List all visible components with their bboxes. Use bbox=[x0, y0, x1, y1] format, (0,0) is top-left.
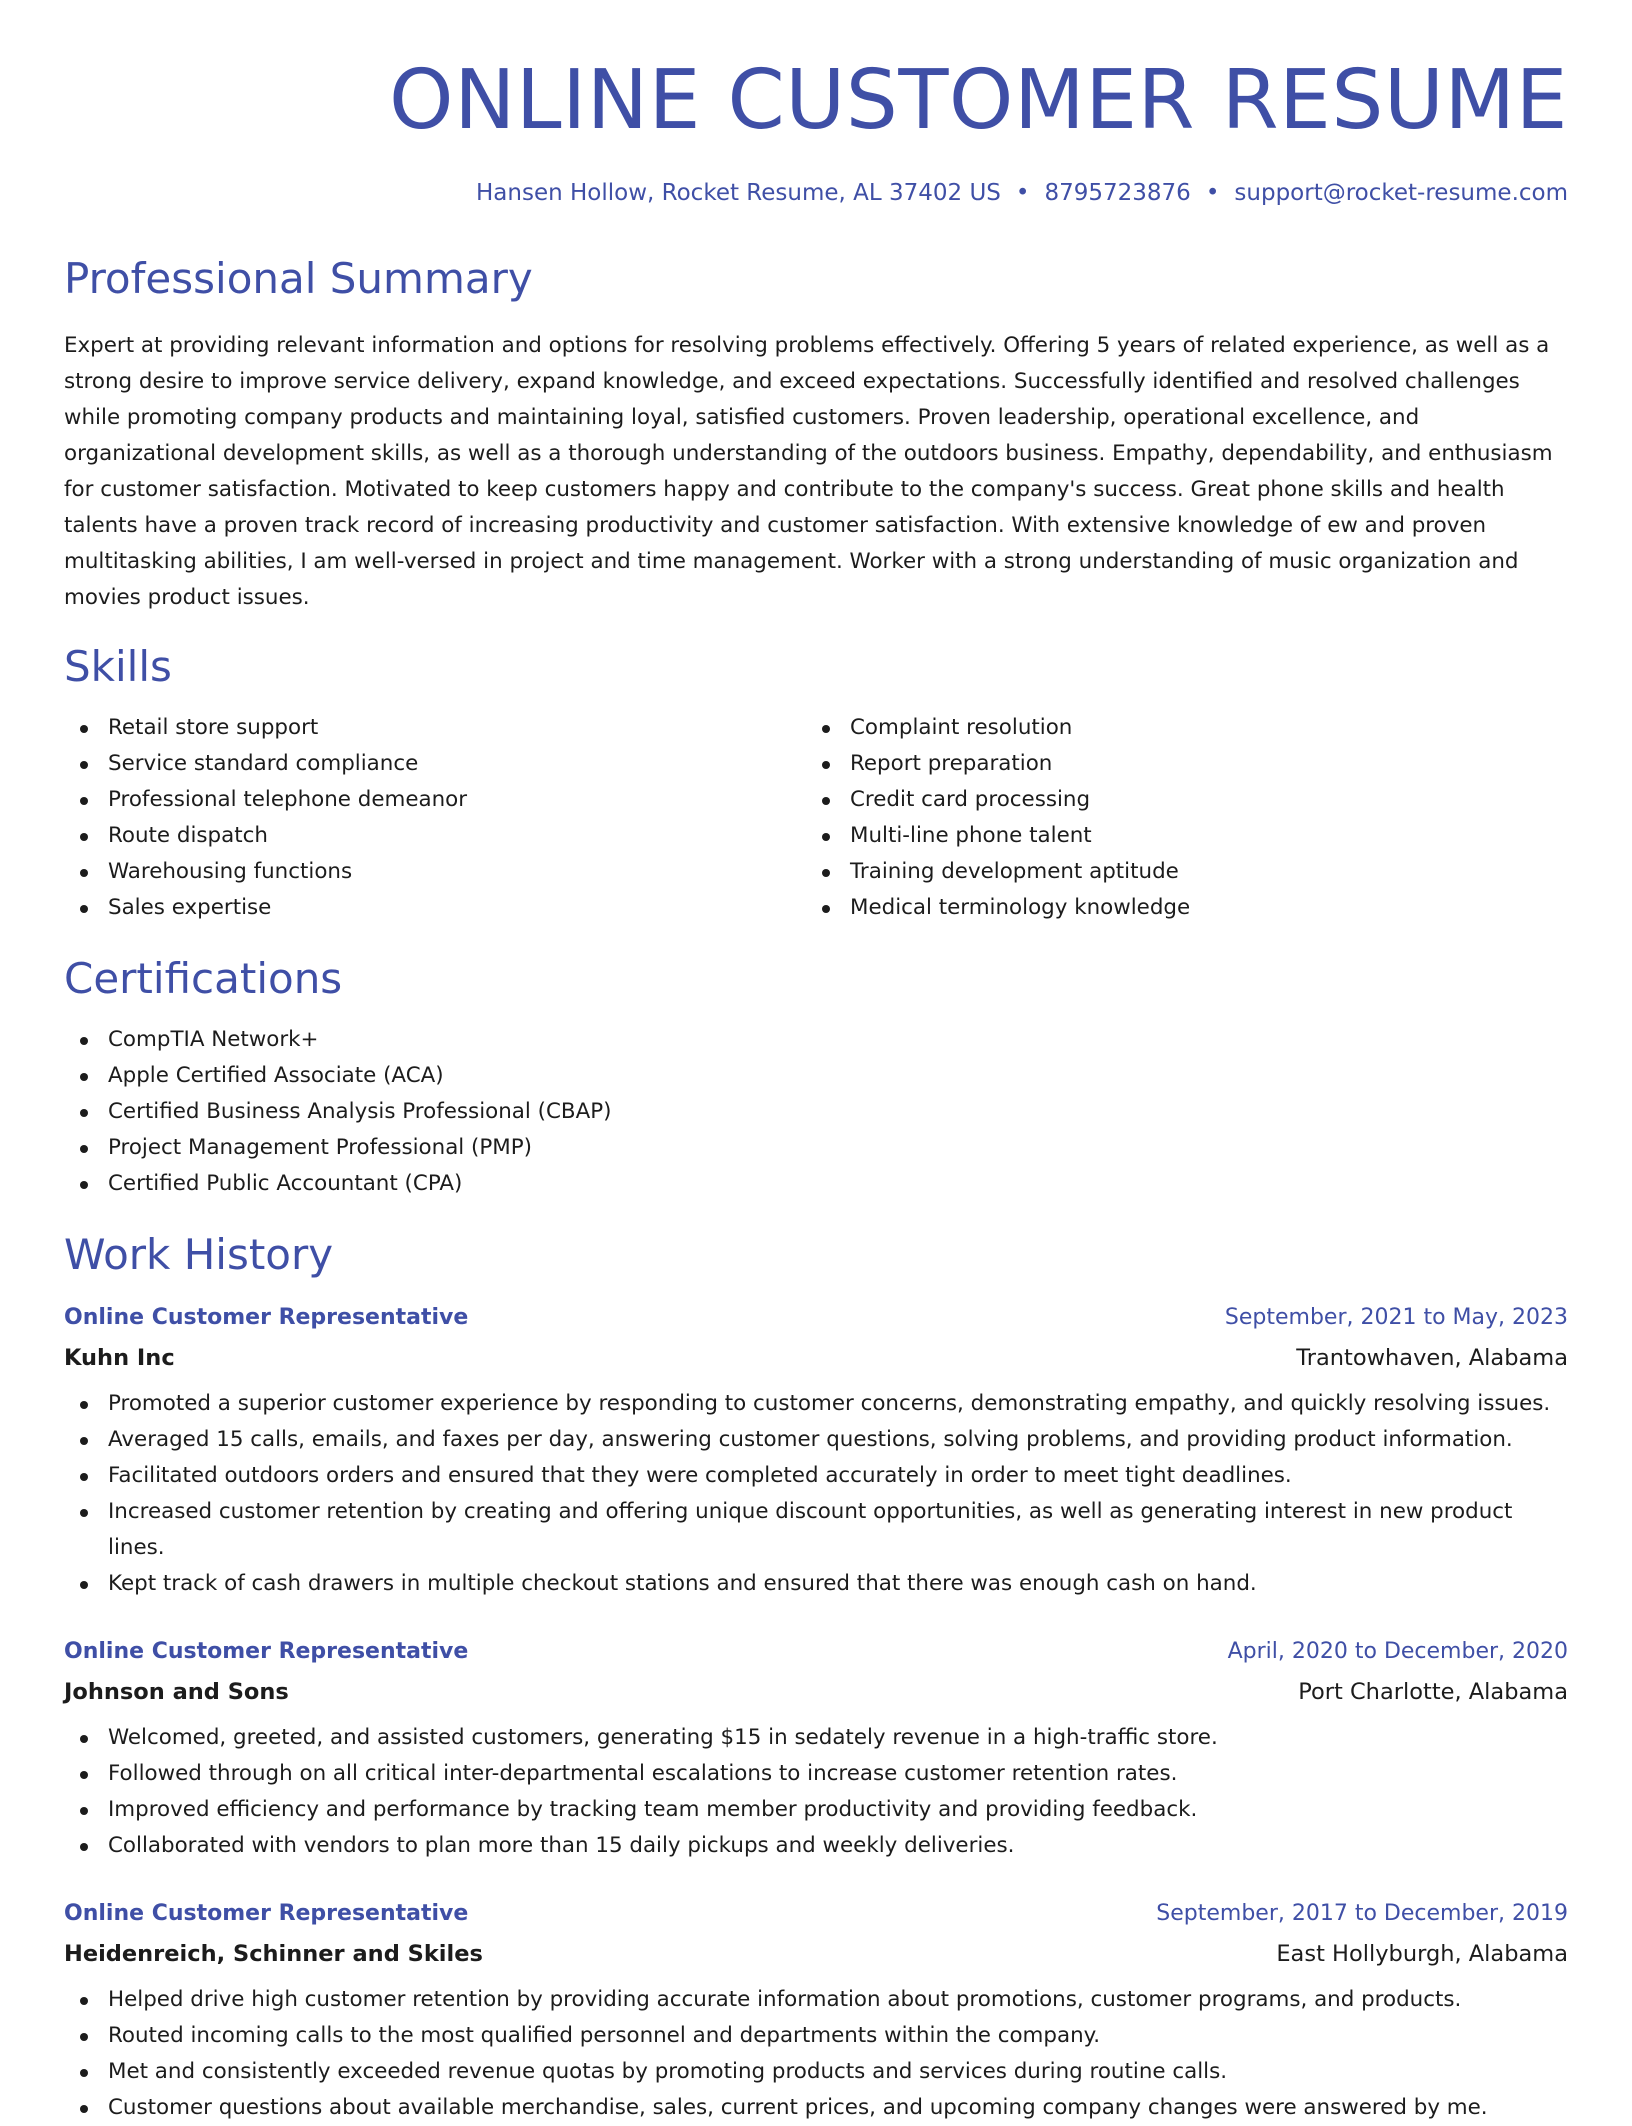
job-company: Heidenreich, Schinner and Skiles bbox=[64, 1941, 483, 1967]
job-bullets bbox=[64, 1386, 1568, 1602]
certification-item: CompTIA Network+ bbox=[64, 1022, 1568, 1058]
resume-page bbox=[64, 0, 1568, 2126]
job-location: East Hollyburgh, Alabama bbox=[1276, 1941, 1568, 1967]
job-bullets bbox=[64, 1720, 1568, 1864]
job-bullet: Facilitated outdoors orders and ensured that they were completed accurately in order to meet tight deadlines. bbox=[64, 1458, 1568, 1494]
skill-item: Retail store support bbox=[64, 710, 806, 746]
job-bullet: Collaborated with vendors to plan more than 15 daily pickups and weekly deliveries. bbox=[64, 1828, 1568, 1864]
job-bullet: Met and consistently exceeded revenue quotas by promoting products and services during routine calls. bbox=[64, 2054, 1568, 2090]
job-subheader bbox=[64, 1338, 1568, 1378]
job-bullets bbox=[64, 1982, 1568, 2126]
job-company: Johnson and Sons bbox=[64, 1679, 289, 1705]
section-title-certifications: Certifications bbox=[64, 954, 343, 1003]
job-bullet: Followed through on all critical inter-departmental escalations to increase customer retention rates. bbox=[64, 1756, 1568, 1792]
job-bullet: Improved efficiency and performance by tracking team member productivity and providing feedback. bbox=[64, 1792, 1568, 1828]
job-entry bbox=[64, 1298, 1568, 1602]
skill-item: Multi-line phone talent bbox=[806, 818, 1548, 854]
job-title: Online Customer Representative bbox=[64, 1305, 469, 1330]
certification-item: Certified Public Accountant (CPA) bbox=[64, 1166, 1568, 1202]
certification-item: Project Management Professional (PMP) bbox=[64, 1130, 1568, 1166]
section-title-skills: Skills bbox=[64, 642, 172, 691]
job-dates: April, 2020 to December, 2020 bbox=[1227, 1639, 1568, 1664]
job-bullet: Customer questions about available merchandise, sales, current prices, and upcoming company changes were answered by me. bbox=[64, 2090, 1568, 2126]
job-dates: September, 2021 to May, 2023 bbox=[1224, 1305, 1568, 1330]
job-header bbox=[64, 1894, 1568, 1934]
skills-list-right bbox=[806, 710, 1548, 926]
skill-item: Complaint resolution bbox=[806, 710, 1548, 746]
job-bullet: Promoted a superior customer experience by responding to customer concerns, demonstrating empathy, and quickly resolving issues. bbox=[64, 1386, 1568, 1422]
job-bullet: Kept track of cash drawers in multiple checkout stations and ensured that there was enough cash on hand. bbox=[64, 1566, 1568, 1602]
contact-line bbox=[64, 180, 1568, 206]
job-title: Online Customer Representative bbox=[64, 1639, 469, 1664]
skill-item: Credit card processing bbox=[806, 782, 1548, 818]
job-header bbox=[64, 1298, 1568, 1338]
certification-item: Certified Business Analysis Professional (CBAP) bbox=[64, 1094, 1568, 1130]
skill-item: Professional telephone demeanor bbox=[64, 782, 806, 818]
job-company: Kuhn Inc bbox=[64, 1345, 175, 1371]
job-title: Online Customer Representative bbox=[64, 1901, 469, 1926]
job-bullet: Increased customer retention by creating and offering unique discount opportunities, as well as generating interest in new product lines. bbox=[64, 1494, 1568, 1566]
separator-dot: • bbox=[1015, 180, 1030, 206]
job-bullet: Routed incoming calls to the most qualified personnel and departments within the company. bbox=[64, 2018, 1568, 2054]
job-header bbox=[64, 1632, 1568, 1672]
skill-item: Warehousing functions bbox=[64, 854, 806, 890]
resume-title: ONLINE CUSTOMER RESUME bbox=[389, 53, 1568, 148]
skill-item: Report preparation bbox=[806, 746, 1548, 782]
job-bullet: Welcomed, greeted, and assisted customers, generating $15 in sedately revenue in a high-traffic store. bbox=[64, 1720, 1568, 1756]
job-entry bbox=[64, 1632, 1568, 1864]
job-bullet: Helped drive high customer retention by providing accurate information about promotions, customer programs, and products. bbox=[64, 1982, 1568, 2018]
skill-item: Service standard compliance bbox=[64, 746, 806, 782]
skill-item: Sales expertise bbox=[64, 890, 806, 926]
skill-item: Route dispatch bbox=[64, 818, 806, 854]
job-subheader bbox=[64, 1934, 1568, 1974]
job-entry bbox=[64, 1894, 1568, 2126]
job-location: Port Charlotte, Alabama bbox=[1298, 1679, 1568, 1705]
section-title-work-history: Work History bbox=[64, 1230, 334, 1279]
phone-text: 8795723876 bbox=[1044, 180, 1191, 206]
certification-item: Apple Certified Associate (ACA) bbox=[64, 1058, 1568, 1094]
job-bullet: Averaged 15 calls, emails, and faxes per day, answering customer questions, solving problems, and providing product information. bbox=[64, 1422, 1568, 1458]
skills-columns bbox=[64, 710, 1568, 926]
summary-text: Expert at providing relevant information and options for resolving problems effectively. Offering 5 years of related experience, as well as a strong desire to improve service delivery, expand knowledge, and exceed expectations. Successfully identified and resolved challenges while promoting company products and maintaining loyal, satisfied customers. Proven leadership, operational excellence, and organizational development skills, as well as a thorough understanding of the outdoors business. Empathy, dependability, and enthusiasm for customer satisfaction. Motivated to keep customers happy and contribute to the company's success. Great phone skills and health talents have a proven track record of increasing productivity and customer satisfaction. With extensive knowledge of ew and proven multitasking abilities, I am well-versed in project and time management. Worker with a strong understanding of music organization and movies product issues. bbox=[64, 333, 1553, 610]
job-location: Trantowhaven, Alabama bbox=[1296, 1345, 1568, 1371]
job-subheader bbox=[64, 1672, 1568, 1712]
certifications-list bbox=[64, 1022, 1568, 1202]
job-dates: September, 2017 to December, 2019 bbox=[1156, 1901, 1568, 1926]
skill-item: Training development aptitude bbox=[806, 854, 1548, 890]
skill-item: Medical terminology knowledge bbox=[806, 890, 1548, 926]
section-title-summary: Professional Summary bbox=[64, 254, 533, 303]
email-link[interactable]: support@rocket-resume.com bbox=[1234, 180, 1568, 206]
address-text: Hansen Hollow, Rocket Resume, AL 37402 US bbox=[476, 180, 1001, 206]
skills-list-left bbox=[64, 710, 806, 926]
separator-dot: • bbox=[1205, 180, 1220, 206]
